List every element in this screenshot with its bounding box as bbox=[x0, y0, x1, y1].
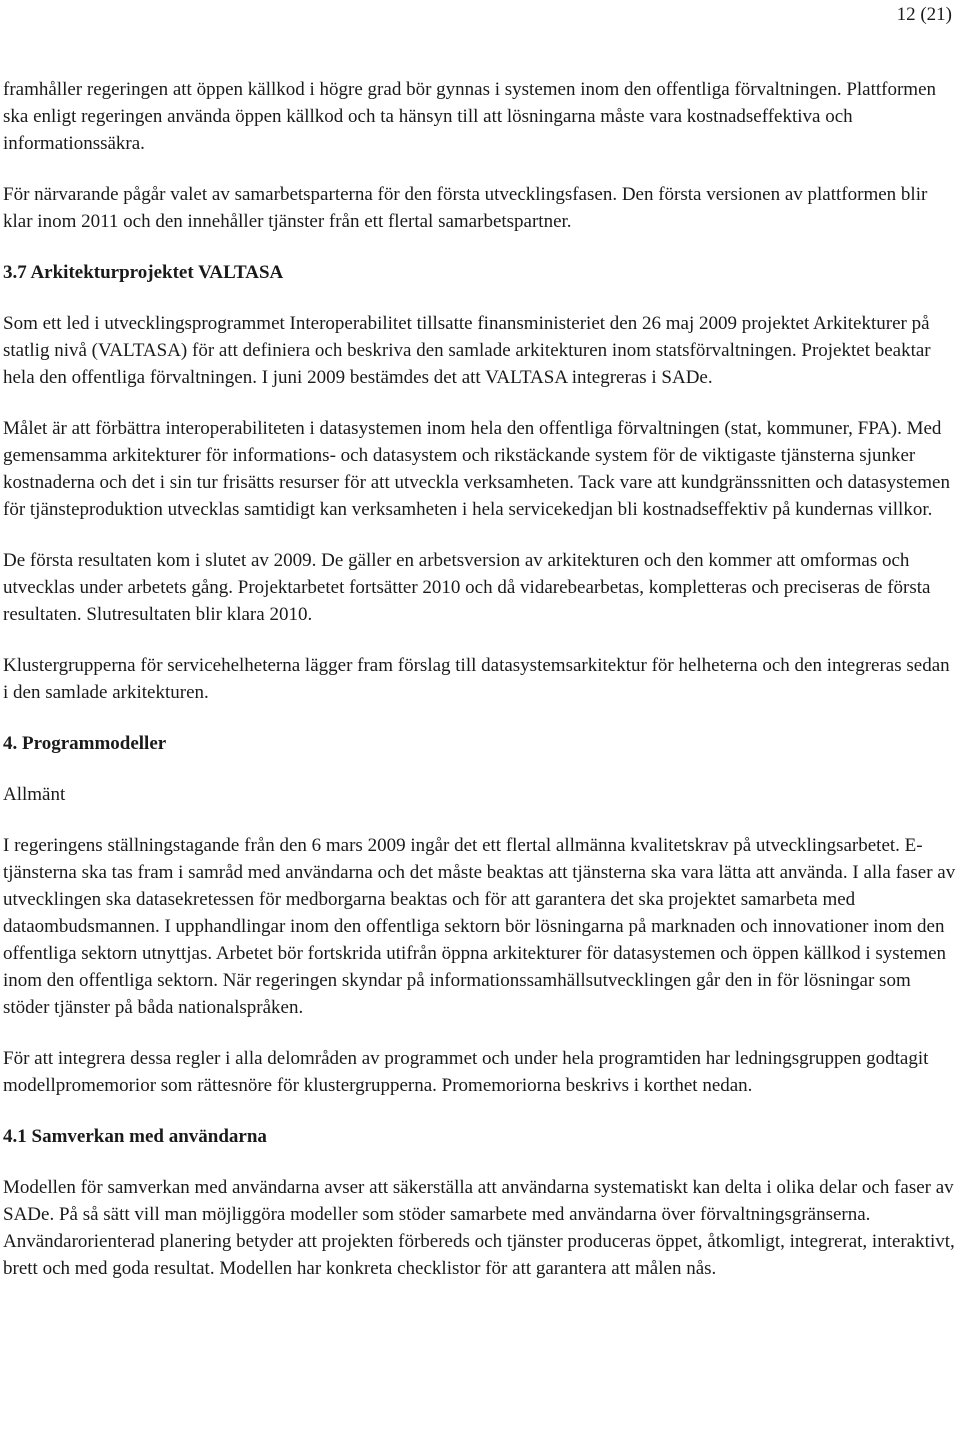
section-heading-4: 4. Programmodeller bbox=[3, 733, 167, 754]
paragraph: Målet är att förbättra interoperabiliteten i datasystemen inom hela den offentliga förvaltningen (stat, kommuner, FPA). Med gemensamma arkitekturer för informations- och datasystem och rikstäckande system för de viktigaste tjänsterna sjunker kostnaderna och det i sin tur frisätts resurser för att utveckla verksamheten. Tack vare att kundgränssnitten och datasystemen för tjänsteproduktion utvecklas samtidigt kan verksamheten i hela servicekedjan bli kostnadseffektiv på kundernas villkor. bbox=[3, 418, 950, 520]
paragraph: För att integrera dessa regler i alla delområden av programmet och under hela programtiden har ledningsgruppen godtagit modellpromemorior som rättesnöre för klustergrupperna. Promemoriorna beskrivs i korthet nedan. bbox=[3, 1048, 929, 1096]
section-heading-4-1: 4.1 Samverkan med användarna bbox=[3, 1126, 267, 1147]
section-heading-3-7: 3.7 Arkitekturprojektet VALTASA bbox=[3, 262, 284, 283]
paragraph: I regeringens ställningstagande från den 6 mars 2009 ingår det ett flertal allmänna kvalitetskrav på utvecklingsarbetet. E-tjänsterna ska tas fram i samråd med användarna och det måste beaktas att tjänsterna ska vara lätta att använda. I alla faser av utvecklingen ska datasekretessen för medborgarna beaktas och för att garantera det ska projektet samarbeta med dataombudsmannen. I upphandlingar inom den offentliga sektorn bör lösningarna på marknaden och innovationer inom den offentliga sektorn utnyttjas. Arbetet bör fortskrida utifrån öppna arkitekturer för datasystemen och öppen källkod i systemen inom den offentliga sektorn. När regeringen skyndar på informationssamhällsutvecklingen går den in för lösningar som stöder tjänster på båda nationalspråken. bbox=[3, 835, 956, 1018]
subheading-allmant: Allmänt bbox=[3, 784, 66, 805]
page-number: 12 (21) bbox=[896, 4, 952, 25]
paragraph: För närvarande pågår valet av samarbetsparterna för den första utvecklingsfasen. Den första versionen av plattformen blir klar inom 2011 och den innehåller tjänster från ett flertal samarbetspartner. bbox=[3, 184, 928, 232]
document-body bbox=[3, 76, 957, 1282]
paragraph: De första resultaten kom i slutet av 2009. De gäller en arbetsversion av arkitekturen och den kommer att omformas och utvecklas under arbetets gång. Projektarbetet fortsätter 2010 och då vidarebearbetas, kompletteras och preciseras de första resultaten. Slutresultaten blir klara 2010. bbox=[3, 550, 931, 625]
paragraph: framhåller regeringen att öppen källkod i högre grad bör gynnas i systemen inom den offentliga förvaltningen. Plattformen ska enligt regeringen använda öppen källkod och ta hänsyn till att lösningarna måste vara kostnadseffektiva och informationssäkra. bbox=[3, 79, 937, 154]
paragraph: Som ett led i utvecklingsprogrammet Interoperabilitet tillsatte finansministeriet den 26 maj 2009 projektet Arkitekturer på statlig nivå (VALTASA) för att definiera och beskriva den samlade arkitekturen inom statsförvaltningen. Projektet beaktar hela den offentliga förvaltningen. I juni 2009 bestämdes det att VALTASA integreras i SADe. bbox=[3, 313, 931, 388]
paragraph: Klustergrupperna för servicehelheterna lägger fram förslag till datasystemsarkitektur för helheterna och den integreras sedan i den samlade arkitekturen. bbox=[3, 655, 950, 703]
paragraph: Modellen för samverkan med användarna avser att säkerställa att användarna systematiskt kan delta i olika delar och faser av SADe. På så sätt vill man möjliggöra modeller som stöder samarbete med användarna över förvaltningsgränserna. Användarorienterad planering betyder att projekten förbereds och tjänster produceras öppet, åtkomligt, integrerat, interaktivt, brett och med goda resultat. Modellen har konkreta checklistor för att garantera att målen nås. bbox=[3, 1177, 955, 1279]
